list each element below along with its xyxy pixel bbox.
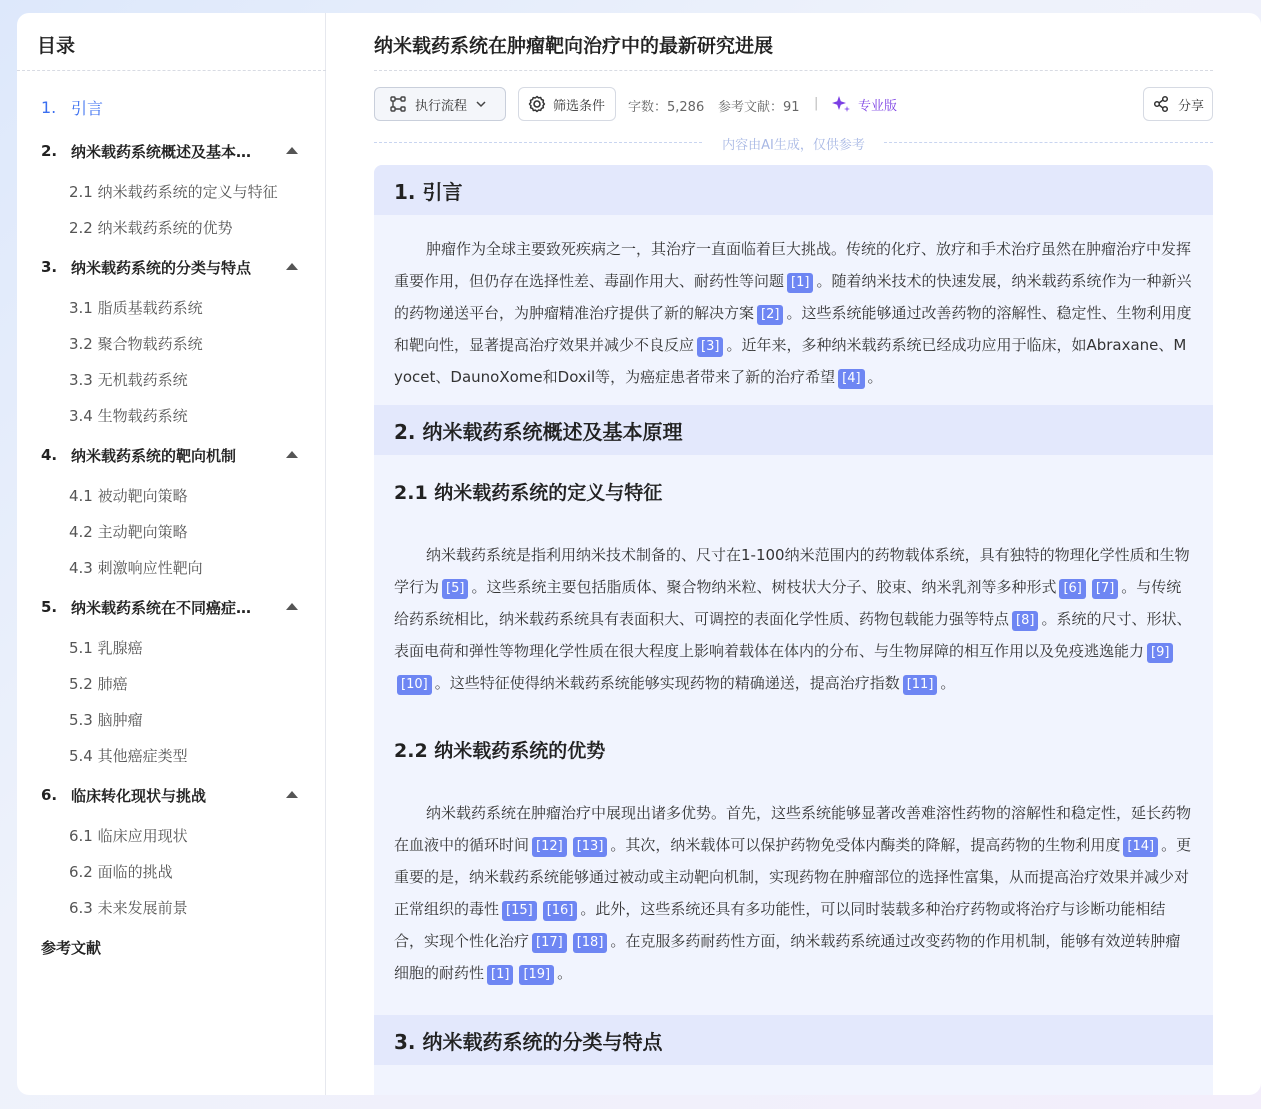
toc-sub-4-2[interactable]: 4.2 主动靶向策略 (69, 522, 188, 541)
toc-chapter-label: 引言 (71, 98, 104, 118)
toc-chapter-num: 1. (41, 97, 57, 117)
toc-sub-6-1[interactable]: 6.1 临床应用现状 (69, 826, 188, 845)
toc-sub-2-1[interactable]: 2.1 纳米载药系统的定义与特征 (69, 182, 278, 201)
flow-button-label: 执行流程 (415, 98, 468, 114)
toc-chapter-label: 纳米载药系统的靶向机制 (71, 446, 237, 465)
toc-sub-5-2[interactable]: 5.2 肺癌 (69, 674, 128, 693)
filter-button[interactable] (518, 87, 616, 121)
paragraph-text: 。 (867, 368, 883, 386)
citation-badge[interactable]: [1] (487, 965, 513, 985)
word-count: 字数：5,286 (628, 100, 705, 115)
report-content (374, 165, 1213, 1095)
citation-badge[interactable]: [13] (573, 837, 608, 857)
caret-up-icon[interactable] (286, 263, 298, 270)
toc-chapter-num: 3. (41, 258, 58, 276)
toc-chapter-num: 5. (41, 598, 58, 616)
section-heading-1: 1. 引言 (374, 165, 1213, 215)
toc-sub-6-2[interactable]: 6.2 面临的挑战 (69, 862, 173, 881)
pro-version-link[interactable] (830, 87, 897, 121)
toc-chapter-3[interactable] (17, 245, 326, 289)
citation-badge[interactable]: [5] (442, 579, 468, 599)
paragraph-text: 。与传统给药系统相比，纳米载药系统具有表面积大、可调控的表面化学性质、药物包载能力强等特点 (394, 578, 1182, 628)
toc-chapter-label: 纳米载药系统在不同癌症… (71, 598, 252, 617)
subsection-heading-2-1: 2.1 纳米载药系统的定义与特征 (394, 481, 663, 504)
section-heading-2: 2. 纳米载药系统概述及基本原理 (374, 405, 1213, 455)
toc-sub-5-1[interactable]: 5.1 乳腺癌 (69, 638, 143, 657)
citation-badge[interactable]: [10] (397, 675, 432, 695)
paragraph-text: 。 (940, 674, 956, 692)
citation-badge[interactable]: [6] (1059, 579, 1085, 599)
citation-badge[interactable]: [17] (532, 933, 567, 953)
toolbar (374, 87, 1213, 121)
toc-chapter-2[interactable] (17, 129, 326, 173)
toc-sub-6-3[interactable]: 6.3 未来发展前景 (69, 898, 188, 917)
citation-badge[interactable]: [8] (1012, 611, 1038, 631)
flow-button[interactable] (374, 87, 506, 121)
citation-badge[interactable]: [19] (519, 965, 554, 985)
chevron-down-icon (475, 98, 487, 110)
citation-badge[interactable]: [14] (1123, 837, 1158, 857)
paragraph-text: 。这些系统主要包括脂质体、聚合物纳米粒、树枝状大分子、胶束、纳米乳剂等多种形式 (471, 578, 1057, 596)
paragraph-text: 。系统的尺寸、形状、表面电荷和弹性等物理化学性质在很大程度上影响着载体在体内的分布、与生物屏障的相互作用以及免疫逃逸能力 (394, 610, 1192, 660)
citation-badge[interactable]: [3] (697, 337, 723, 357)
toc-divider (17, 70, 326, 71)
subsection-heading-2-2: 2.2 纳米载药系统的优势 (394, 739, 606, 762)
main-panel (17, 13, 1261, 1095)
paragraph-text: 。这些系统能够通过改善药物的溶解性、稳定性、生物利用度和靶向性，显著提高治疗效果并减少不良反应 (394, 304, 1192, 354)
toc-sub-4-1[interactable]: 4.1 被动靶向策略 (69, 486, 188, 505)
citation-badge[interactable]: [12] (532, 837, 567, 857)
paragraph-definition (374, 539, 1213, 699)
toc-sub-3-2[interactable]: 3.2 聚合物载药系统 (69, 334, 203, 353)
paragraph-text: 。更重要的是，纳米载药系统能够通过被动或主动靶向机制，实现药物在肿瘤部位的选择性富集，从而提高治疗效果并减少对正常组织的毒性 (394, 836, 1192, 918)
ai-disclaimer: 内容由AI生成，仅供参考 (722, 138, 865, 153)
toc-chapter-6[interactable] (17, 773, 326, 817)
paragraph-text: 。随着纳米技术的快速发展，纳米载药系统作为一种新兴的药物递送平台，为肿瘤精准治疗提供了新的解决方案 (394, 272, 1192, 322)
paragraph-advantages (374, 797, 1213, 989)
paragraph-text: 。 (557, 964, 573, 982)
share-icon (1152, 95, 1170, 113)
filter-button-label: 筛选条件 (553, 98, 606, 114)
settings-icon (527, 94, 547, 114)
share-button[interactable] (1143, 87, 1213, 121)
citation-badge[interactable]: [9] (1147, 643, 1173, 663)
toc-sub-3-1[interactable]: 3.1 脂质基载药系统 (69, 298, 203, 317)
citation-badge[interactable]: [4] (838, 369, 864, 389)
toc-title: 目录 (37, 35, 76, 57)
toc-references[interactable]: 参考文献 (41, 938, 102, 957)
paragraph-text: 纳米载药系统在肿瘤治疗中展现出诸多优势。首先，这些系统能够显著改善难溶性药物的溶解性和稳定性，延长药物在血液中的循环时间 (394, 804, 1192, 854)
paragraph-text: 。其次，纳米载体可以保护药物免受体内酶类的降解，提高药物的生物利用度 (610, 836, 1121, 854)
caret-up-icon[interactable] (286, 791, 298, 798)
paragraph-text: 。此外，这些系统还具有多功能性，可以同时装载多种治疗药物或将治疗与诊断功能相结合，实现个性化治疗 (394, 900, 1166, 950)
paragraph-text: 纳米载药系统是指利用纳米技术制备的、尺寸在1-100纳米范围内的药物载体系统，具有独特的物理化学性质和生物学行为 (394, 546, 1190, 596)
toc-sub-5-3[interactable]: 5.3 脑肿瘤 (69, 710, 143, 729)
citation-badge[interactable]: [18] (573, 933, 608, 953)
main-area (374, 13, 1213, 1095)
paragraph-text: 。在克服多药耐药性方面，纳米载药系统通过改变药物的作用机制，能够有效逆转肿瘤细胞的耐药性 (394, 932, 1181, 982)
toc-chapter-5[interactable] (17, 585, 326, 629)
share-button-label: 分享 (1178, 98, 1205, 114)
paragraph-text: 。近年来，多种纳米载药系统已经成功应用于临床，如Abraxane、Myocet、DaunoXome和Doxil等，为癌症患者带来了新的治疗希望 (394, 336, 1187, 386)
pro-version-label: 专业版 (858, 98, 898, 114)
citation-badge[interactable]: [7] (1092, 579, 1118, 599)
toc-sidebar (17, 13, 326, 1095)
citation-badge[interactable]: [11] (903, 675, 938, 695)
reference-count: 参考文献：91 (718, 100, 800, 115)
toolbar-divider: | (814, 96, 819, 111)
toc-sub-2-2[interactable]: 2.2 纳米载药系统的优势 (69, 218, 233, 237)
toc-chapter-label: 纳米载药系统的分类与特点 (71, 258, 252, 277)
toc-chapter-num: 2. (41, 142, 58, 160)
flow-icon (389, 95, 407, 113)
paragraph-text: 。这些特征使得纳米载药系统能够实现药物的精确递送，提高治疗指数 (434, 674, 900, 692)
caret-up-icon[interactable] (286, 603, 298, 610)
toc-chapter-label: 临床转化现状与挑战 (71, 786, 207, 805)
citation-badge[interactable]: [1] (787, 273, 813, 293)
caret-up-icon[interactable] (286, 147, 298, 154)
citation-badge[interactable]: [16] (543, 901, 578, 921)
citation-badge[interactable]: [2] (757, 305, 783, 325)
ai-disclaimer-row (374, 133, 1213, 151)
paragraph-introduction (374, 233, 1213, 393)
page-title: 纳米载药系统在肿瘤靶向治疗中的最新研究进展 (374, 35, 774, 57)
toc-chapter-num: 6. (41, 786, 58, 804)
toc-chapter-1[interactable] (17, 85, 326, 129)
paragraph-text: 肿瘤作为全球主要致死疾病之一，其治疗一直面临着巨大挑战。传统的化疗、放疗和手术治疗虽然在肿瘤治疗中发挥重要作用，但仍存在选择性差、毒副作用大、耐药性等问题 (394, 240, 1192, 290)
toc-sub-3-4[interactable]: 3.4 生物载药系统 (69, 406, 188, 425)
sparkle-icon (830, 93, 852, 115)
toc-chapter-label: 纳米载药系统概述及基本… (71, 142, 252, 161)
toc-sub-5-4[interactable]: 5.4 其他癌症类型 (69, 746, 188, 765)
section-heading-3: 3. 纳米载药系统的分类与特点 (374, 1015, 1213, 1065)
toc-chapter-4[interactable] (17, 433, 326, 477)
toc-sub-4-3[interactable]: 4.3 刺激响应性靶向 (69, 558, 203, 577)
citation-badge[interactable]: [15] (502, 901, 537, 921)
toc-chapter-num: 4. (41, 446, 58, 464)
toc-list (17, 85, 326, 969)
toc-sub-3-3[interactable]: 3.3 无机载药系统 (69, 370, 188, 389)
title-divider (374, 70, 1213, 71)
caret-up-icon[interactable] (286, 451, 298, 458)
